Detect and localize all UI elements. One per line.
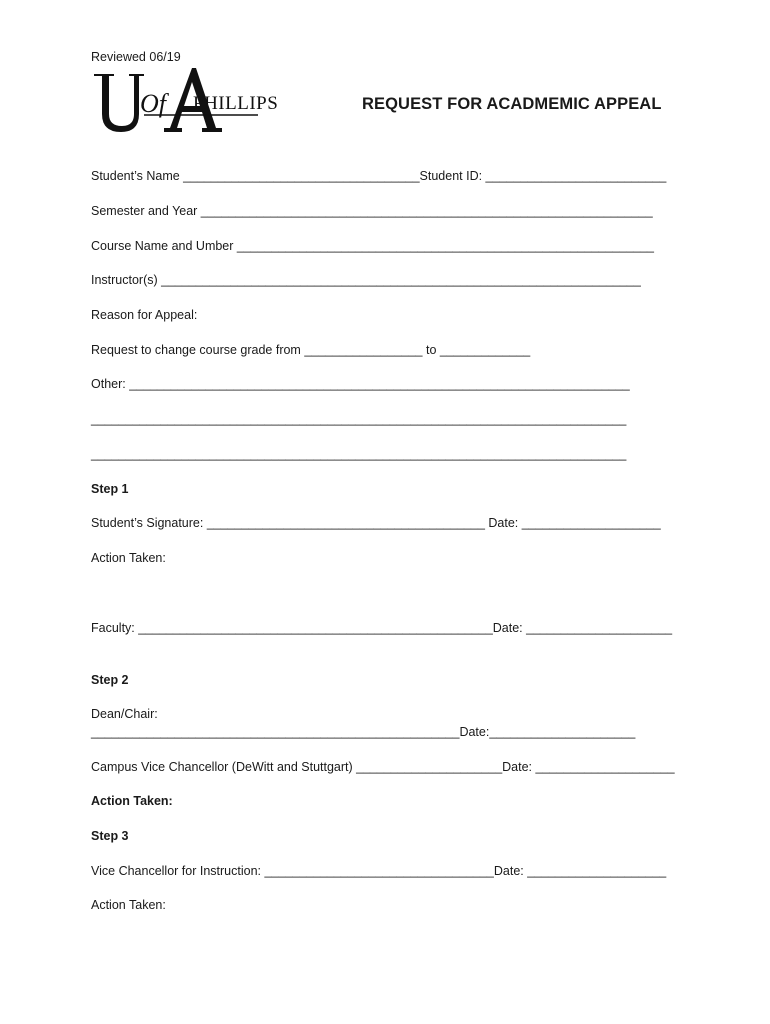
reason-label: Reason for Appeal: (91, 308, 198, 322)
vice-chancellor-instruction-field[interactable]: Vice Chancellor for Instruction: _________________________________Date: ____________________ (91, 864, 667, 878)
instructor-field[interactable]: Instructor(s) _____________________________________________________________________ (91, 273, 641, 287)
step2-action-label: Action Taken: (91, 794, 173, 808)
course-field[interactable]: Course Name and Umber ____________________________________________________________ (91, 239, 655, 253)
blank-line-1[interactable]: _____________________________________________________________________________ (91, 412, 627, 426)
step1-heading: Step 1 (91, 482, 129, 496)
step1-action-label: Action Taken: (91, 551, 166, 565)
faculty-field[interactable]: Faculty: ___________________________________________________Date: _____________________ (91, 621, 673, 635)
dean-chair-label: Dean/Chair: (91, 707, 158, 721)
other-field[interactable]: Other: ________________________________________________________________________ (91, 377, 630, 391)
blank-line-2[interactable]: _____________________________________________________________________________ (91, 447, 627, 461)
step2-heading: Step 2 (91, 673, 129, 687)
semester-field[interactable]: Semester and Year _________________________________________________________________ (91, 204, 653, 218)
step3-heading: Step 3 (91, 829, 129, 843)
step3-action-label: Action Taken: (91, 898, 166, 912)
svg-text:Of: Of (140, 89, 166, 118)
svg-text:PHILLIPS: PHILLIPS (193, 93, 279, 114)
form-title: REQUEST FOR ACADMEMIC APPEAL (362, 95, 662, 113)
reviewed-date: Reviewed 06/19 (91, 50, 181, 64)
grade-change-field[interactable]: Request to change course grade from _________________ to _____________ (91, 343, 531, 357)
university-logo (92, 68, 279, 134)
student-signature-field[interactable]: Student’s Signature: ________________________________________ Date: ____________________ (91, 516, 661, 530)
campus-vice-chancellor-field[interactable]: Campus Vice Chancellor (DeWitt and Stuttgart) _____________________Date: ____________________ (91, 760, 675, 774)
dean-chair-field[interactable]: _____________________________________________________Date:_____________________ (91, 725, 636, 739)
student-name-field[interactable]: Student’s Name __________________________________Student ID: __________________________ (91, 169, 667, 183)
